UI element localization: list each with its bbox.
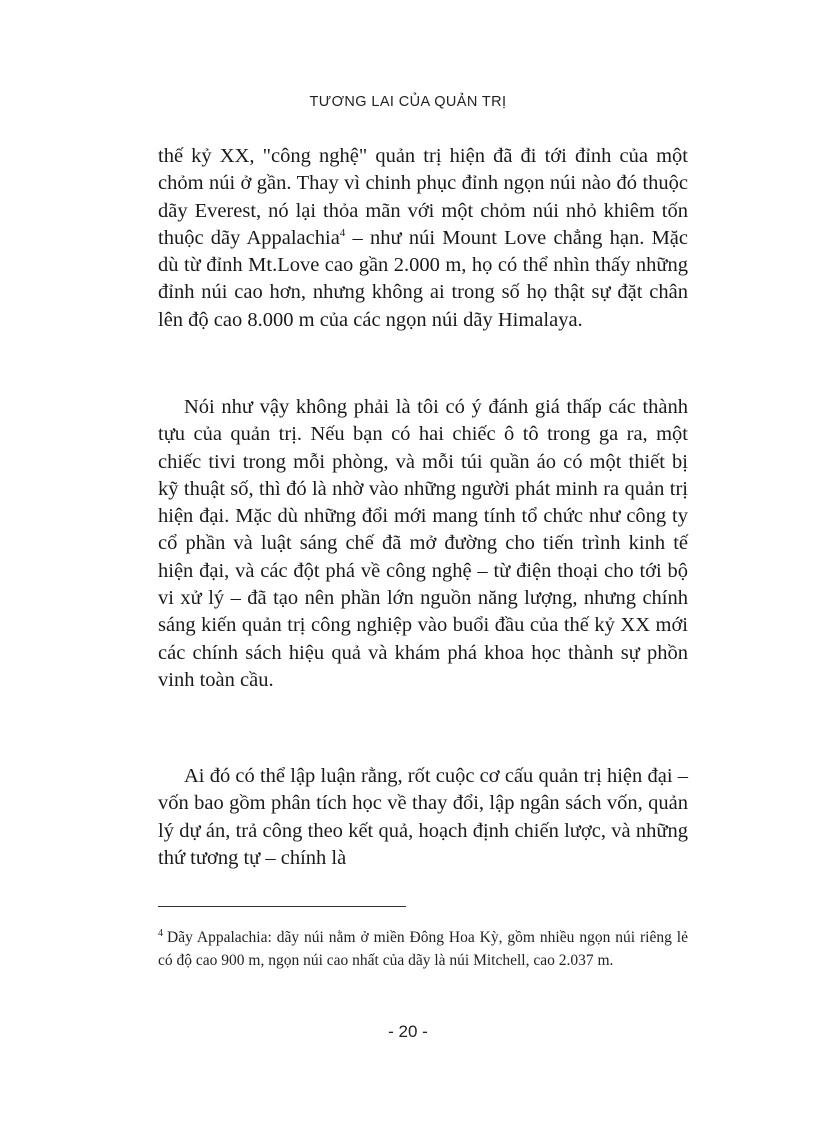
paragraph-3-text: Ai đó có thể lập luận rằng, rốt cuộc cơ cấu quản trị hiện đại – vốn bao gồm phân tích học về thay đổi, lập ngân sách vốn, quản lý dự án, trả công theo kết quả, hoạch định chiến lược, và những thứ tương tự – chính là (158, 765, 688, 869)
running-header: TƯƠNG LAI CỦA QUẢN TRỊ (309, 94, 507, 110)
paragraph-2-text: Nói như vậy không phải là tôi có ý đánh giá thấp các thành tựu của quản trị. Nếu bạn có hai chiếc ô tô trong ga ra, một chiếc tivi trong mỗi phòng, và mỗi túi quần áo có một thiết bị kỹ thuật số, thì đó là nhờ vào những người phát minh ra quản trị hiện đại. Mặc dù những đổi mới mang tính tổ chức như công ty cổ phần và luật sáng chế đã mở đường cho tiến trình kinh tế hiện đại, và các đột phá về công nghệ – từ điện thoại cho tới bộ vi xử lý – đã tạo nên phần lớn nguồn năng lượng, nhưng chính sáng kiến quản trị công nghiệp vào buổi đầu của thế kỷ XX mới các chính sách hiệu quả và khám phá khoa học thành sự phồn vinh toàn cầu. (158, 396, 688, 691)
paragraph-3 (158, 763, 688, 872)
footnote-divider (158, 906, 406, 907)
paragraph-1-text-b: – như núi Mount Love chẳng hạn. Mặc dù từ đỉnh Mt.Love cao gần 2.000 m, họ có thể nhìn thấy những đỉnh núi cao hơn, nhưng không ai trong số họ thật sự đặt chân lên độ cao 8.000 m của các ngọn núi dãy Himalaya. (158, 226, 688, 331)
paragraph-2 (158, 394, 688, 694)
footnote (158, 927, 688, 972)
footnote-text: Dãy Appalachia: dãy núi nằm ở miền Đông Hoa Kỳ, gồm nhiều ngọn núi riêng lẻ có độ cao 900 m, ngọn núi cao nhất của dãy là núi Mitchell, cao 2.037 m. (158, 929, 688, 969)
page-number: - 20 - (388, 1022, 428, 1041)
footnote-reference[interactable]: 4 (339, 227, 346, 240)
paragraph-1 (158, 143, 688, 334)
footnote-mark: 4 (158, 927, 163, 939)
paragraph-1-text-a: thế kỷ XX, "công nghệ" quản trị hiện đã đi tới đỉnh của một chỏm núi ở gần. Thay vì chinh phục đỉnh ngọn núi nào đó thuộc dãy Everest, nó lại thỏa mãn với một chỏm núi nhỏ khiêm tốn thuộc dãy Appalachia (158, 145, 688, 249)
